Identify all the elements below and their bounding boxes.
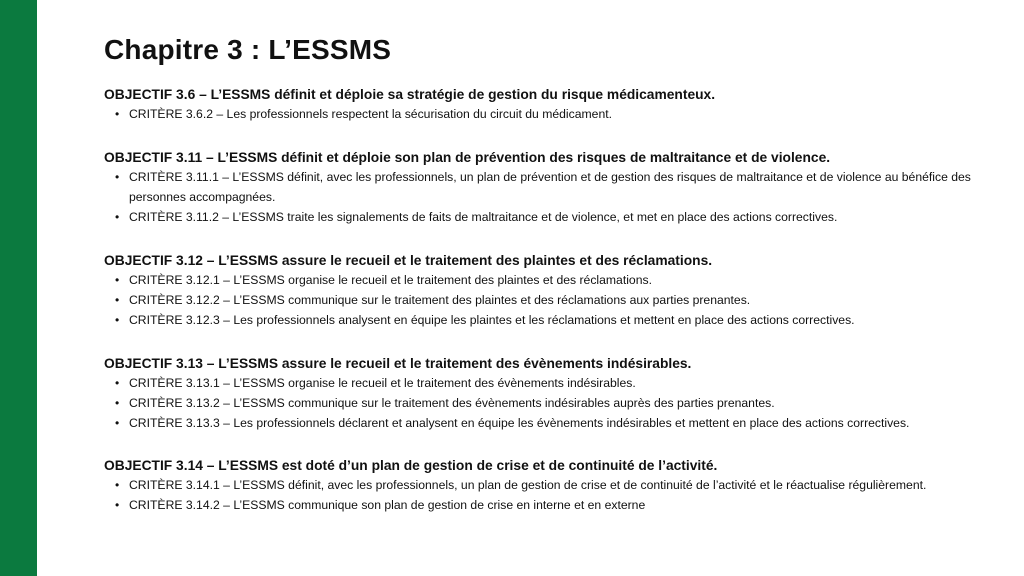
objective-title: OBJECTIF 3.13 – L’ESSMS assure le recueil et le traitement des évènements indésirables. (104, 356, 692, 371)
objective-section (104, 354, 984, 433)
criterion-text: CRITÈRE 3.12.3 – Les professionnels analysent en équipe les plaintes et les réclamations et mettent en place des actions correctives. (129, 313, 855, 327)
criteria-list (104, 270, 984, 330)
bullet-icon: • (115, 170, 120, 184)
criteria-list (104, 373, 984, 433)
bullet-icon: • (115, 376, 120, 390)
objective-section (104, 251, 984, 330)
criterion-text: CRITÈRE 3.13.2 – L’ESSMS communique sur le traitement des évènements indésirables auprès des parties prenantes. (129, 396, 775, 410)
criterion-item (104, 270, 984, 290)
objective-title: OBJECTIF 3.14 – L’ESSMS est doté d’un plan de gestion de crise et de continuité de l’activité. (104, 458, 718, 473)
objective-section (104, 456, 984, 515)
bullet-icon: • (115, 210, 120, 224)
criterion-item (104, 310, 984, 330)
page-title: Chapitre 3 : L’ESSMS (104, 34, 392, 65)
bullet-icon: • (115, 416, 120, 430)
objective-section (104, 148, 984, 227)
criterion-text: CRITÈRE 3.11.1 – L’ESSMS définit, avec les professionnels, un plan de prévention et de gestion des risques de maltraitance et de violence au bénéfice des personnes accompagnées. (129, 170, 971, 204)
bullet-icon: • (115, 396, 120, 410)
bullet-icon: • (115, 273, 120, 287)
criterion-text: CRITÈRE 3.11.2 – L’ESSMS traite les signalements de faits de maltraitance et de violence, et met en place des actions correctives. (129, 210, 838, 224)
criterion-item (104, 104, 984, 124)
criterion-text: CRITÈRE 3.14.2 – L’ESSMS communique son plan de gestion de crise en interne et en externe (129, 498, 646, 512)
bullet-icon: • (115, 107, 120, 121)
criterion-item (104, 495, 984, 515)
criterion-item (104, 475, 984, 495)
criterion-item (104, 290, 984, 310)
criterion-text: CRITÈRE 3.12.2 – L’ESSMS communique sur le traitement des plaintes et des réclamations aux parties prenantes. (129, 293, 751, 307)
objective-section (104, 85, 984, 124)
objective-title: OBJECTIF 3.6 – L’ESSMS définit et déploie sa stratégie de gestion du risque médicamenteux. (104, 87, 716, 102)
objective-title: OBJECTIF 3.12 – L’ESSMS assure le recueil et le traitement des plaintes et des réclamations. (104, 253, 713, 268)
criteria-list (104, 475, 984, 515)
criterion-text: CRITÈRE 3.13.1 – L’ESSMS organise le recueil et le traitement des évènements indésirables. (129, 376, 636, 390)
criteria-list (104, 104, 984, 124)
criterion-item (104, 373, 984, 393)
criterion-item (104, 167, 984, 207)
criterion-text: CRITÈRE 3.6.2 – Les professionnels respectent la sécurisation du circuit du médicament. (129, 107, 612, 121)
criterion-item (104, 393, 984, 413)
bullet-icon: • (115, 313, 120, 327)
bullet-icon: • (115, 293, 120, 307)
criterion-item (104, 207, 984, 227)
criterion-item (104, 413, 984, 433)
slide-content (104, 30, 984, 515)
objective-title: OBJECTIF 3.11 – L’ESSMS définit et déploie son plan de prévention des risques de maltraitance et de violence. (104, 150, 831, 165)
bullet-icon: • (115, 478, 120, 492)
green-side-band (0, 0, 37, 576)
objectives-list (104, 85, 984, 515)
criteria-list (104, 167, 984, 227)
criterion-text: CRITÈRE 3.12.1 – L’ESSMS organise le recueil et le traitement des plaintes et des réclamations. (129, 273, 652, 287)
criterion-text: CRITÈRE 3.14.1 – L’ESSMS définit, avec les professionnels, un plan de gestion de crise et de continuité de l’activité et le réactualise régulièrement. (129, 478, 927, 492)
criterion-text: CRITÈRE 3.13.3 – Les professionnels déclarent et analysent en équipe les évènements indésirables et mettent en place des actions correctives. (129, 416, 910, 430)
bullet-icon: • (115, 498, 120, 512)
